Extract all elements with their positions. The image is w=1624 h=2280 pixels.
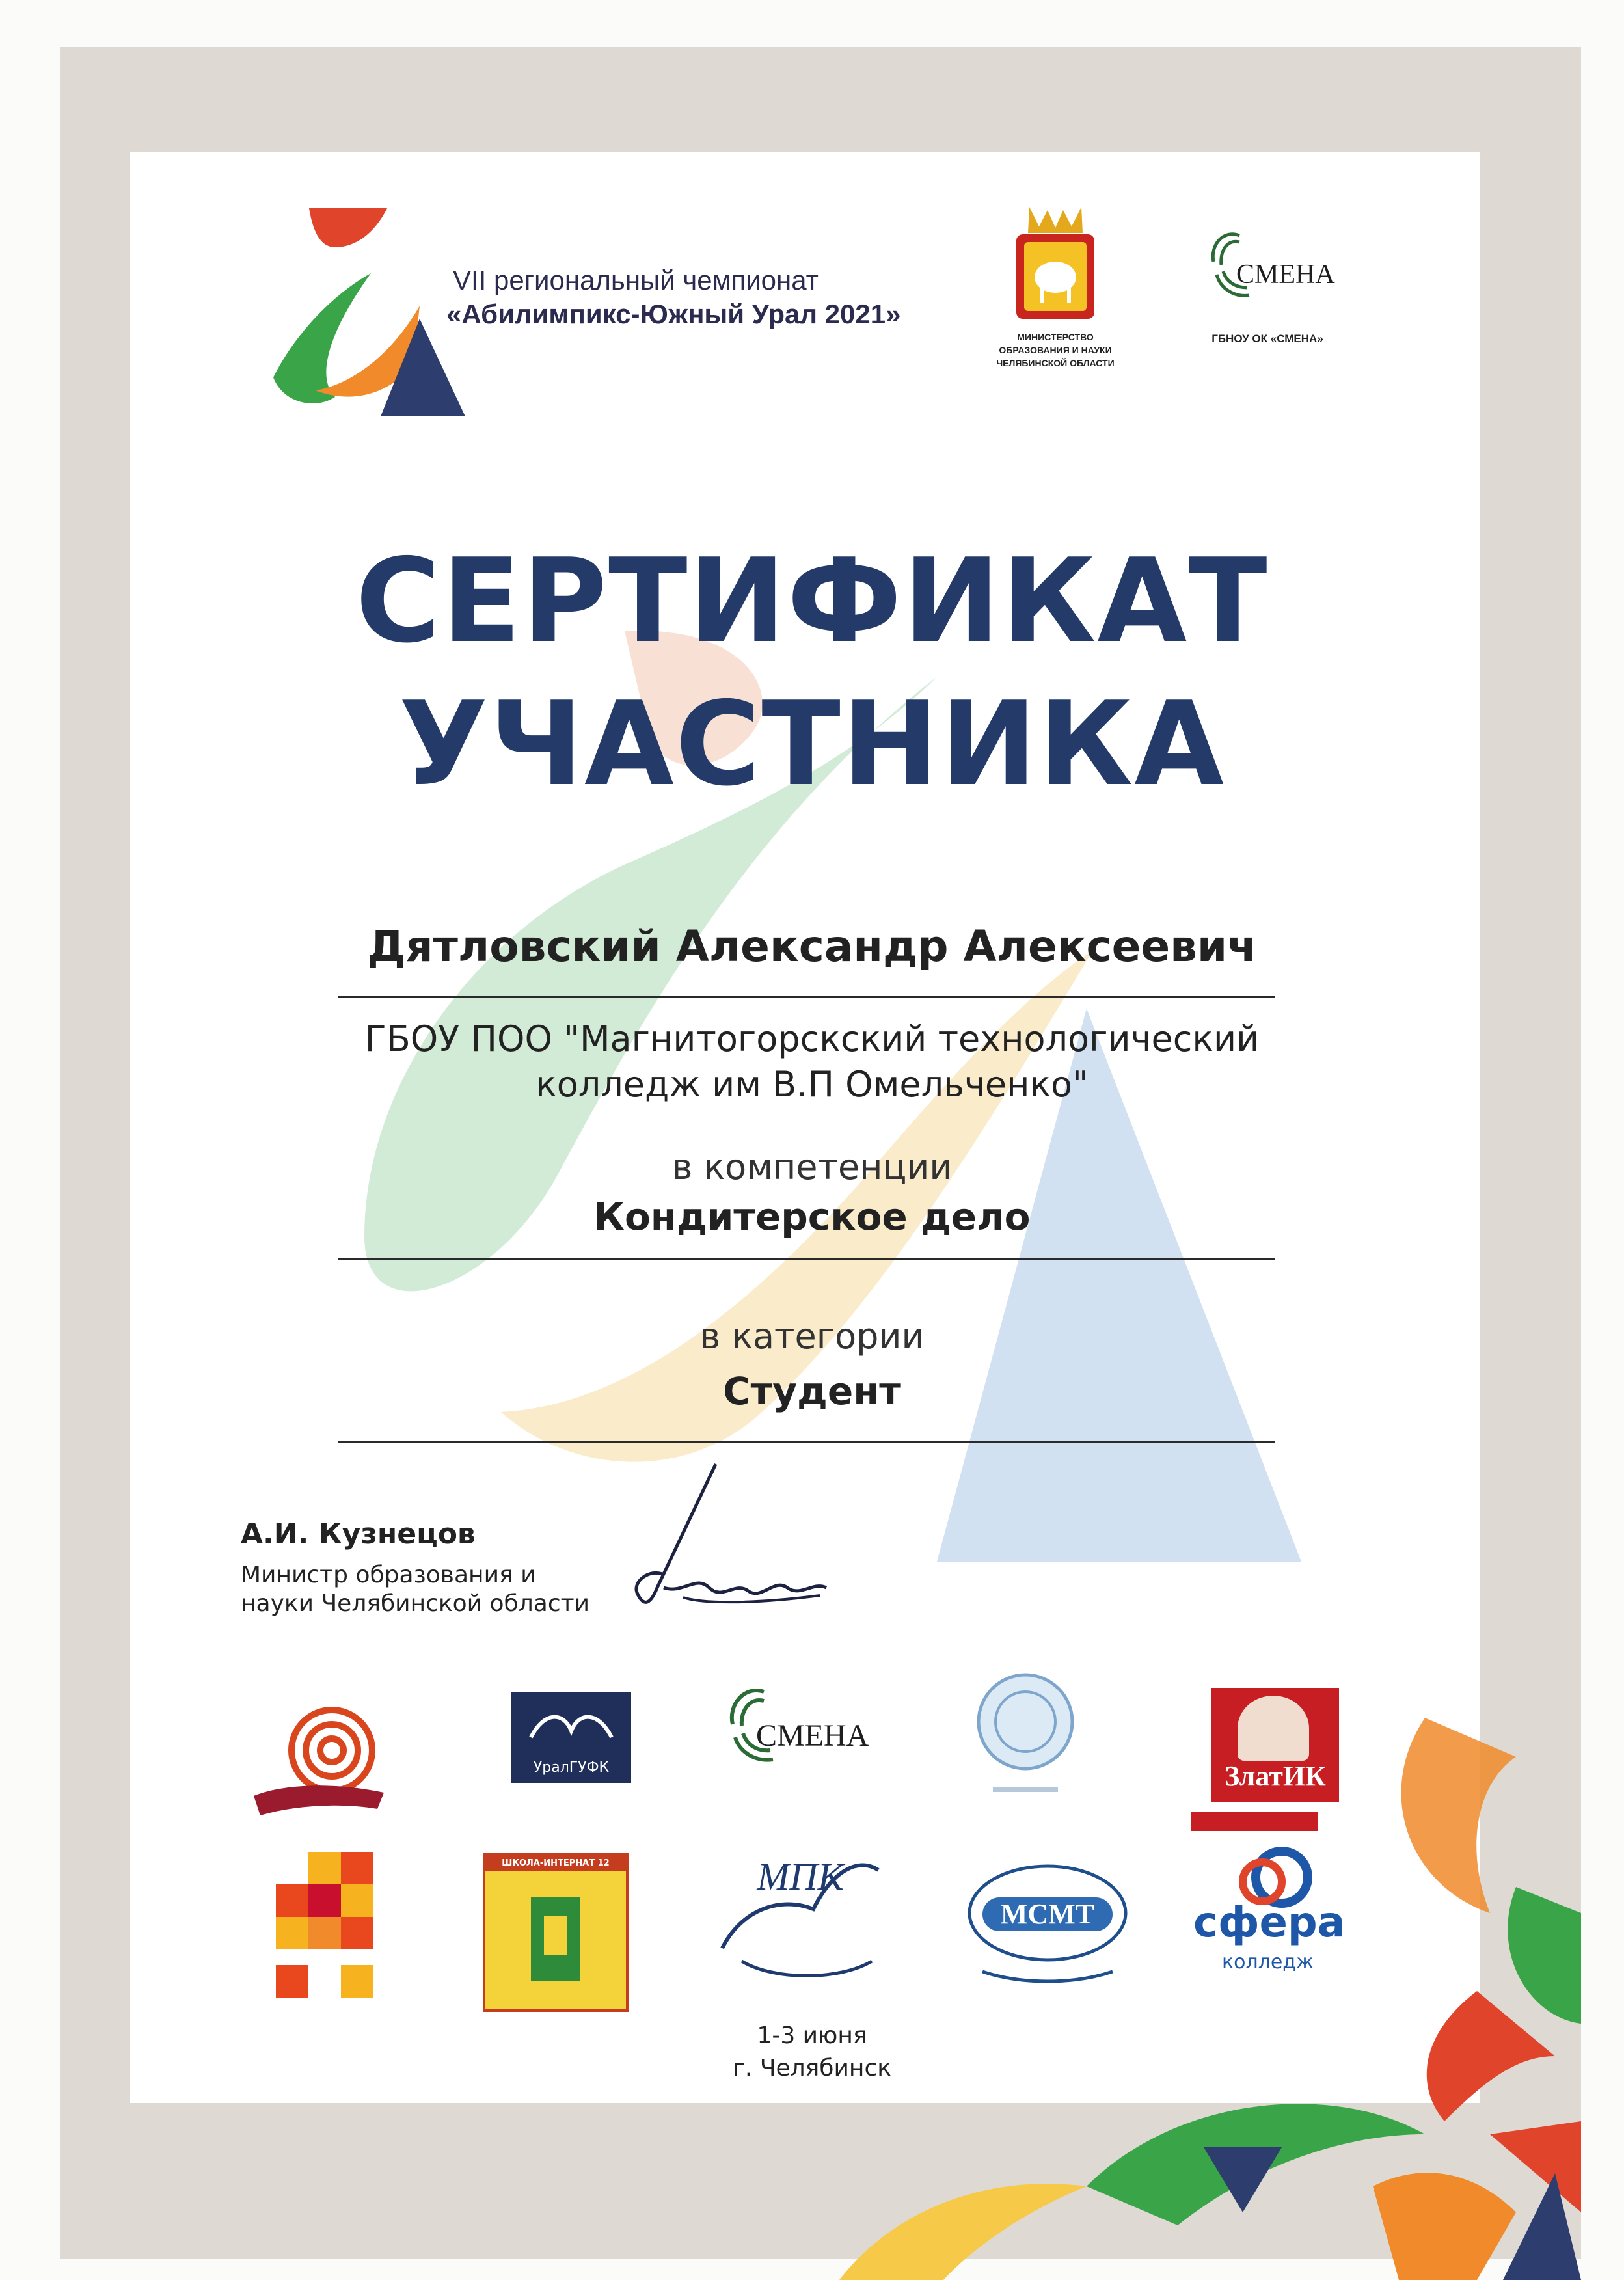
signatory-role-line1: Министр образования и xyxy=(241,1562,536,1588)
signatory-role-line2: науки Челябинской области xyxy=(241,1590,589,1617)
participant-name: Дятловский Александр Алексеевич xyxy=(367,921,1257,971)
category-underline xyxy=(338,1441,1275,1443)
uralgufk-figures-icon xyxy=(511,1692,631,1757)
signature-image xyxy=(612,1458,859,1627)
competence-value: Кондитерское дело xyxy=(593,1195,1031,1239)
name-underline xyxy=(338,996,1275,998)
category-label: в категории xyxy=(699,1316,925,1357)
championship-title-line2: «Абилимпикс-Южный Урал 2021» xyxy=(446,299,901,329)
ministry-caption-line2: ОБРАЗОВАНИЯ И НАУКИ xyxy=(999,345,1112,355)
school-label: ШКОЛА-ИНТЕРНАТ 12 xyxy=(485,1856,626,1871)
partner-smena-label: СМЕНА xyxy=(756,1718,869,1753)
uralgufk-label: УралГУФК xyxy=(533,1759,610,1776)
zlatik-label: ЗлатИК xyxy=(1225,1760,1326,1792)
ministry-caption-line3: ЧЕЛЯБИНСКОЙ ОБЛАСТИ xyxy=(996,358,1115,368)
event-dates: 1-3 июня xyxy=(757,2022,867,2049)
mpk-label: МПК xyxy=(757,1855,844,1898)
chelyabinsk-coat-of-arms-icon xyxy=(1010,200,1101,324)
organization-line2: колледж им В.П Омельченко" xyxy=(535,1064,1089,1105)
certificate-title-line2: УЧАСТНИКА xyxy=(398,677,1226,811)
decorative-corner-shapes xyxy=(839,1718,1581,2280)
signatory-name: А.И. Кузнецов xyxy=(241,1517,476,1551)
category-value: Студент xyxy=(723,1369,901,1413)
school-tower-icon xyxy=(485,1871,626,1994)
event-city: г. Челябинск xyxy=(733,2055,891,2082)
organization-line1: ГБОУ ПОО "Магнитогорскский технологический xyxy=(364,1018,1260,1059)
partner-uralgufk-logo xyxy=(511,1692,631,1783)
abilimpics-logo xyxy=(257,208,465,423)
competence-underline xyxy=(338,1258,1275,1260)
ministry-caption-line1: МИНИСТЕРСТВО xyxy=(1017,332,1094,342)
competence-label: в компетенции xyxy=(671,1147,953,1188)
partner-school-logo xyxy=(483,1853,629,2012)
smena-caption: ГБНОУ ОК «СМЕНА» xyxy=(1211,332,1323,345)
partner-cube-logo xyxy=(276,1852,393,1998)
partner-snail-logo xyxy=(247,1698,390,1822)
partner-sfera-label: сфера xyxy=(1193,1899,1346,1947)
championship-title-line1: VII региональный чемпионат xyxy=(453,265,819,295)
msmt-label: МСМТ xyxy=(1000,1898,1095,1930)
partner-sfera-sub: колледж xyxy=(1222,1951,1314,1974)
certificate-title-line1: СЕРТИФИКАТ xyxy=(355,534,1269,668)
smena-logo-text: СМЕНА xyxy=(1236,260,1335,290)
